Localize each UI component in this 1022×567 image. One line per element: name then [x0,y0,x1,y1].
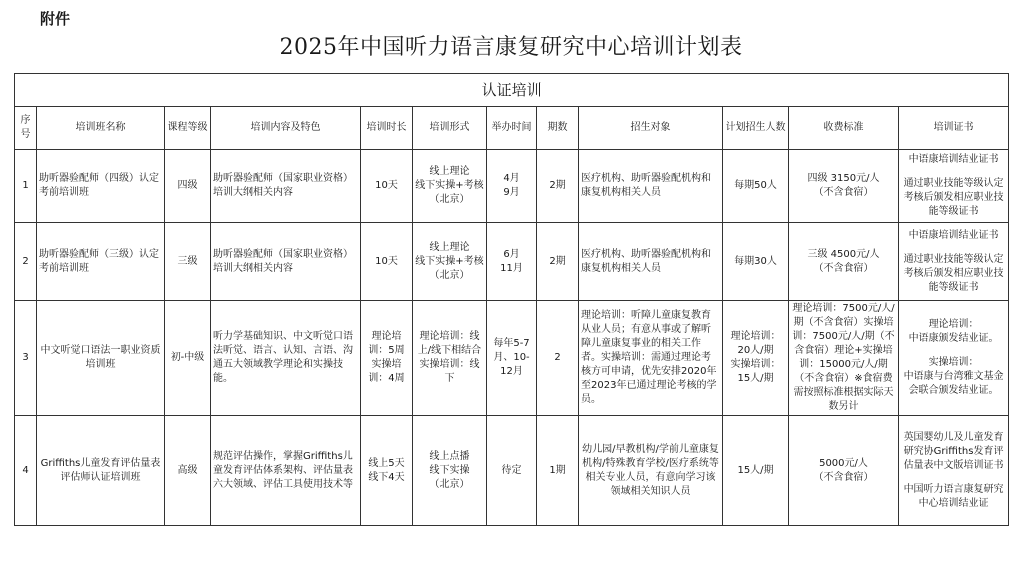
certificate-secondary: 通过职业技能等级认定考核后颁发相应职业技能等级证书 [903,178,1004,217]
section-title: 认证培训 [15,74,1009,107]
certificate-secondary: 实操培训： 中语康与台湾雅文基金会联合颁发结业证。 [903,357,1004,396]
column-header: 序号 [15,107,37,150]
course-fee: 理论培训：7500元/人/期（不含食宿）实操培训：7500元/人/期（不含食宿）理论+实操培训：15000元/人/期（不含食宿）※食宿费需按照标准根据实际天数另计 [789,301,899,416]
column-header: 培训形式 [413,107,487,150]
course-time: 6月 11月 [487,223,537,301]
course-time: 每年5-7月、10-12月 [487,301,537,416]
course-quota: 每期50人 [723,150,789,223]
table-row [15,301,1009,416]
course-fee: 5000元/人 （不含食宿） [789,416,899,526]
course-duration: 线上5天 线下4天 [361,416,413,526]
course-quota: 15人/期 [723,416,789,526]
page-title: 2025年中国听力语言康复研究中心培训计划表 [279,35,743,60]
course-sessions: 1期 [537,416,579,526]
course-sessions: 2期 [537,150,579,223]
course-name: 中文听觉口语法一职业资质培训班 [37,301,165,416]
course-content: 听力学基础知识、中文听觉口语法听觉、语言、认知、言语、沟通五大领域教学理论和实操技能。 [211,301,361,416]
course-format: 理论培训：线上/线下相结合 实操培训：线下 [413,301,487,416]
course-fee: 三级 4500元/人 （不含食宿） [789,223,899,301]
course-level: 初-中级 [165,301,211,416]
table-row [15,223,1009,301]
certificate-primary: 中语康培训结业证书 [908,154,999,165]
course-target: 医疗机构、助听器验配机构和康复机构相关人员 [579,150,723,223]
column-header: 期数 [537,107,579,150]
course-certificate [899,150,1009,223]
certificate-secondary: 中国听力语言康复研究中心培训结业证 [903,483,1004,509]
certificate-primary: 中语康培训结业证书 [908,229,999,241]
column-header: 招生对象 [579,107,723,150]
column-header: 课程等级 [165,107,211,150]
course-content: 规范评估操作，掌握Griffiths儿童发育评估体系架构、评估量表六大领域、评估工具使用技术等 [211,416,361,526]
table-header-row [15,107,1009,150]
attachment-label: 附件 [40,10,71,28]
course-target: 理论培训：听障儿童康复教育从业人员；有意从事或了解听障儿童康复事业的相关工作者。实操培训：需通过理论考核方可申请，优先安排2020年至2023年已通过理论考核的学员。 [579,301,723,416]
column-header: 收费标准 [789,107,899,150]
course-sessions: 2 [537,301,579,416]
certificate-primary: 英国婴幼儿及儿童发育研究协Griffiths发育评估量表中文版培训证书 [903,431,1004,471]
certificate-primary: 理论培训： 中语康颁发结业证。 [908,319,999,344]
training-plan-table [14,73,1009,526]
course-quota: 每期30人 [723,223,789,301]
course-time: 待定 [487,416,537,526]
row-number: 1 [15,150,37,223]
certificate-secondary: 通过职业技能等级认定考核后颁发相应职业技能等级证书 [903,253,1004,293]
column-header: 培训时长 [361,107,413,150]
course-name: 助听器验配师（四级）认定考前培训班 [37,150,165,223]
section-header-row [15,74,1009,107]
row-number: 3 [15,301,37,416]
course-fee: 四级 3150元/人 （不含食宿） [789,150,899,223]
course-duration: 10天 [361,150,413,223]
row-number: 2 [15,223,37,301]
course-format: 线上理论 线下实操+考核（北京） [413,150,487,223]
column-header: 举办时间 [487,107,537,150]
course-name: Griffiths儿童发育评估量表评估师认证培训班 [37,416,165,526]
column-header: 培训证书 [899,107,1009,150]
column-header: 培训班名称 [37,107,165,150]
course-format: 线上理论 线下实操+考核（北京） [413,223,487,301]
row-number: 4 [15,416,37,526]
course-certificate [899,416,1009,526]
table-row [15,416,1009,526]
table-row [15,150,1009,223]
course-certificate [899,301,1009,416]
course-content: 助听器验配师（国家职业资格）培训大纲相关内容 [211,150,361,223]
course-target: 幼儿园/早教机构/学前儿童康复机构/特殊教育学校/医疗系统等相关专业人员，有意向学习该领域相关知识人员 [579,416,723,526]
column-header: 计划招生人数 [723,107,789,150]
course-level: 高级 [165,416,211,526]
course-content: 助听器验配师（国家职业资格）培训大纲相关内容 [211,223,361,301]
course-level: 三级 [165,223,211,301]
course-duration: 理论培训：5周 实操培训：4周 [361,301,413,416]
course-format: 线上点播 线下实操 （北京） [413,416,487,526]
course-duration: 10天 [361,223,413,301]
course-name: 助听器验配师（三级）认定考前培训班 [37,223,165,301]
course-sessions: 2期 [537,223,579,301]
course-certificate [899,223,1009,301]
course-time: 4月 9月 [487,150,537,223]
course-level: 四级 [165,150,211,223]
course-quota: 理论培训：20人/期 实操培训：15人/期 [723,301,789,416]
course-target: 医疗机构、助听器验配机构和康复机构相关人员 [579,223,723,301]
column-header: 培训内容及特色 [211,107,361,150]
